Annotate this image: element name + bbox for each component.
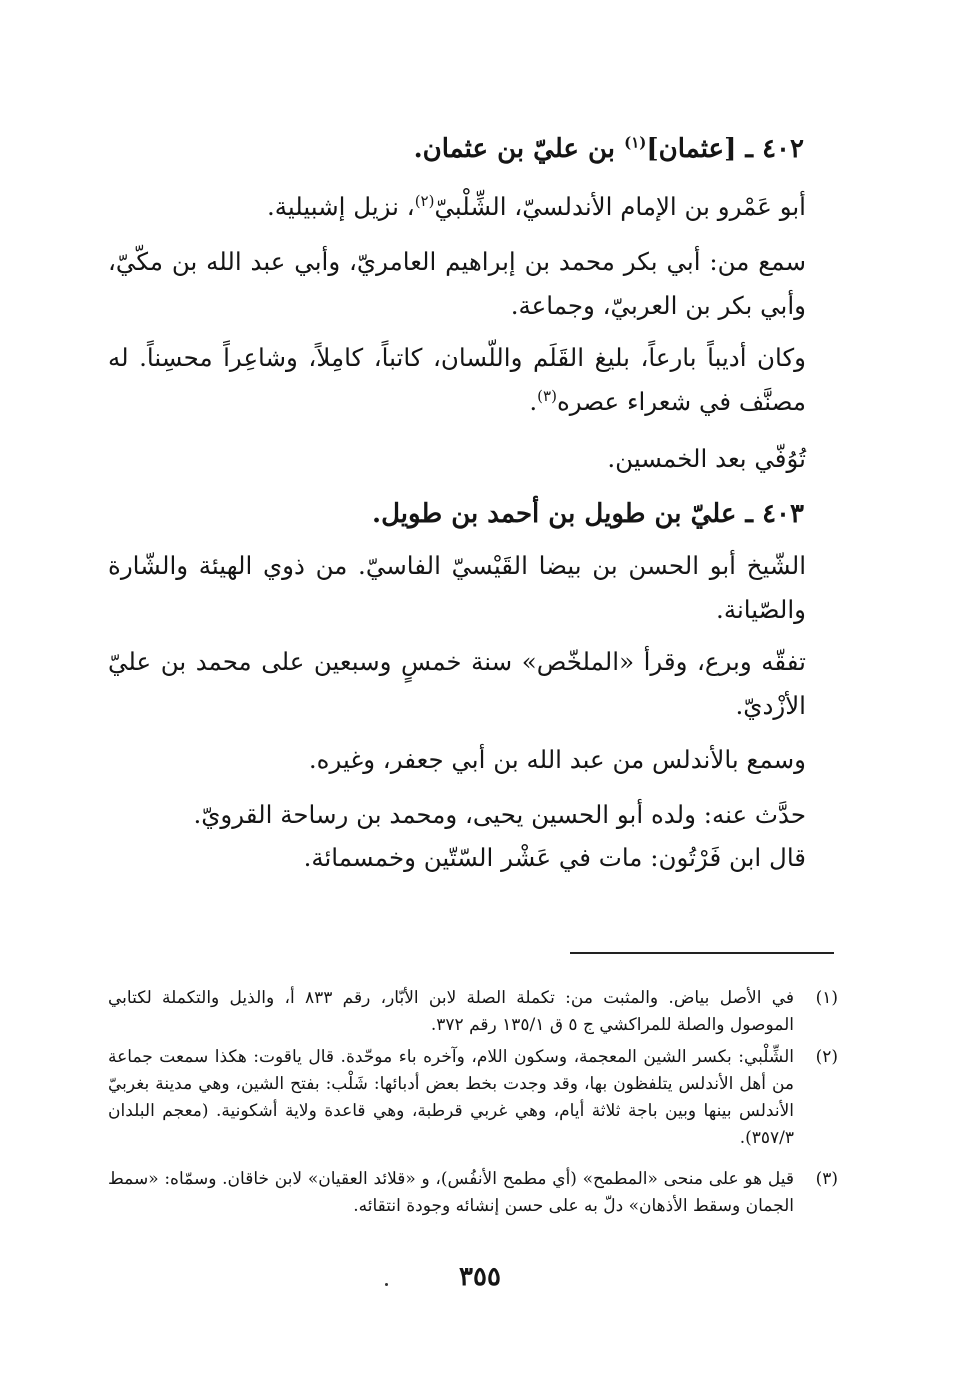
entry-402-kunya (150, 185, 806, 229)
entry-403-shaykh: الشّيخ أبو الحسن بن بيضا القَيْسيّ الفاسيّ. من ذوي الهيئة والشّارة والصّيانة. (108, 551, 806, 624)
entry-402-kunya-rest: ، نزيل إشبيلية. (266, 192, 415, 221)
footnote-2 (108, 1044, 838, 1152)
footnote-3 (108, 1166, 838, 1220)
entry-402-death: تُوُفّي بعد الخمسين. (607, 444, 806, 473)
page-number: ٣٥٥ (459, 1262, 501, 1292)
entry-402-description-text: وكان أديباً بارعاً، بليغ القَلَم واللّسان، كاتباً، كامِلاً، وشاعِراً محسِناً. له مصنَّف في شعراء عصره (108, 343, 806, 416)
footnote-1-text: في الأصل بياض. والمثبت من: تكملة الصلة لابن الأبّار، رقم ٨٣٣ أ، والذيل والتكملة لكتابي الموصول والصلة للمراكشي ج ٥ ق ١٣٥/١ رقم ٣٧٢. (108, 988, 794, 1035)
footnote-ref-3[interactable]: (٣) (537, 386, 557, 405)
entry-402-heading (110, 127, 804, 171)
entry-402-heading-rest: بن عليّ بن عثمان. (413, 134, 625, 164)
footnote-separator (570, 952, 834, 954)
footnote-1 (108, 985, 838, 1039)
footnote-ref-1[interactable]: (١) (624, 133, 647, 152)
footnote-3-number: (٣) (815, 1169, 838, 1189)
footnote-2-text: الشِّلْبي: بكسر الشين المعجمة، وسكون اللام، وآخره باء موحّدة. قال ياقوت: هكذا سمعت جماعة من أهل الأندلس يتلفظون بها، وقد وجدت بخط بعض أدبائها: شَلْب: بفتح الشين، وهي مدينة بغربيّ الأندلس بينها وبين باجة ثلاثة أيام، وهي غربي قرطبة، وهي قاعدة ولاية أشكونية. (معجم البلدان ٣٥٧/٣). (108, 1047, 794, 1148)
entry-403-andalus: وسمع بالأندلس من عبد الله بن أبي جعفر، وغيره. (308, 745, 806, 774)
entry-402-description (108, 336, 806, 424)
entry-403-narrated: حدَّث عنه: ولده أبو الحسين يحيى، ومحمد بن رساحة القرويّ. (193, 800, 806, 829)
entry-403-death: قال ابن فَرْتُون: مات في عَشْر السّتّين وخمسمائة. (303, 843, 806, 872)
print-speck (385, 1283, 388, 1286)
entry-403-heading: ٤٠٣ ـ عليّ بن طويل بن أحمد بن طويل. (372, 499, 804, 529)
entry-402-heard-from: سمع من: أبي بكر محمد بن إبراهيم العامريّ، وأبي عبد الله بن مكّيّ، وأبي بكر بن العربيّ، وجماعة. (108, 247, 806, 320)
footnote-ref-2[interactable]: (٢) (414, 191, 435, 210)
entry-402-kunya-text: أبو عَمْرو بن الإمام الأندلسيّ، الشِّلْبيّ (434, 192, 806, 221)
footnote-3-text: قيل هو على منحى «المطمح» (أي مطمح الأنفُس)، و «قلائد العقيان» لابن خاقان. وسمّاه: «سمط الجمان وسقط الأذهان» دلّ به على حسن إنشائه وجودة انتقائه. (108, 1169, 794, 1216)
entry-402-description-rest: . (529, 387, 538, 416)
footnote-2-number: (٢) (815, 1047, 838, 1067)
footnote-1-number: (١) (815, 988, 838, 1008)
entry-402-heading-text: ٤٠٢ ـ [عثمان] (646, 134, 804, 164)
entry-403-study: تفقّه وبرع، وقرأ «الملخّص» سنة خمسٍ وسبعين على محمد بن عليّ الأزْديّ. (108, 647, 806, 720)
